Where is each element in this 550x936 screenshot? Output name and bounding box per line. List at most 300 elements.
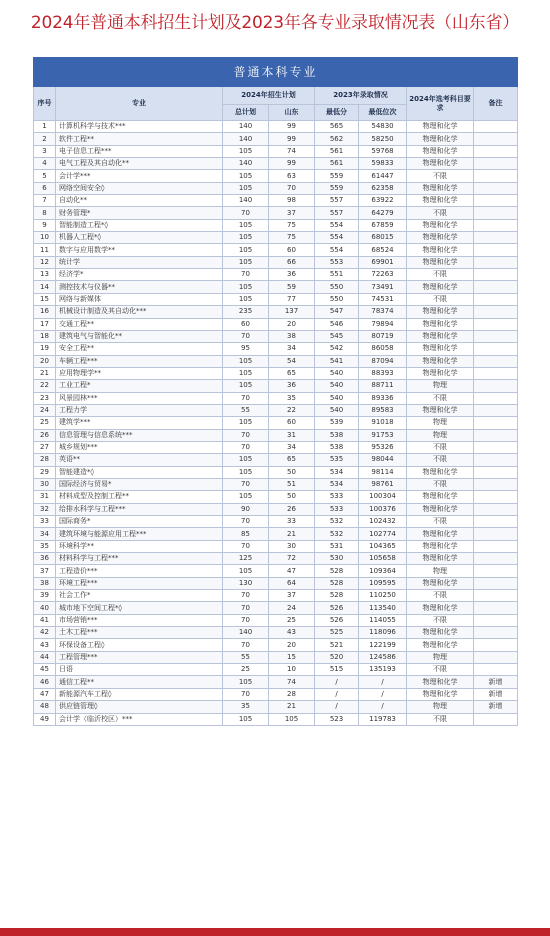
min-rank-cell: 105658 [359, 553, 407, 565]
table-row [34, 528, 518, 540]
total-plan-cell: 140 [223, 627, 269, 639]
seq-cell: 32 [34, 503, 56, 515]
total-plan-cell: 105 [223, 380, 269, 392]
note-cell [474, 330, 518, 342]
total-plan-cell: 105 [223, 182, 269, 194]
seq-cell: 44 [34, 651, 56, 663]
table-row [34, 478, 518, 490]
table-banner: 普通本科专业 [34, 58, 518, 87]
table-row [34, 158, 518, 170]
seq-cell: 3 [34, 145, 56, 157]
major-cell: 数字与应用数学** [56, 244, 223, 256]
note-cell [474, 478, 518, 490]
subject-cell: 物理和化学 [407, 577, 474, 589]
seq-cell: 10 [34, 232, 56, 244]
note-cell [474, 565, 518, 577]
table-row [34, 269, 518, 281]
shandong-plan-cell: 99 [269, 121, 315, 133]
subject-cell: 物理和化学 [407, 627, 474, 639]
shandong-plan-cell: 105 [269, 713, 315, 725]
min-rank-cell: 89583 [359, 404, 407, 416]
shandong-plan-cell: 60 [269, 244, 315, 256]
min-rank-cell: 98761 [359, 478, 407, 490]
major-cell: 工业工程* [56, 380, 223, 392]
major-cell: 机器人工程*◊ [56, 232, 223, 244]
min-score-cell: 540 [315, 380, 359, 392]
min-score-cell: 557 [315, 195, 359, 207]
note-cell [474, 614, 518, 626]
min-rank-cell: 88711 [359, 380, 407, 392]
note-cell [474, 281, 518, 293]
total-plan-cell: 70 [223, 207, 269, 219]
note-cell [474, 429, 518, 441]
table-row [34, 121, 518, 133]
total-plan-cell: 70 [223, 688, 269, 700]
seq-cell: 40 [34, 602, 56, 614]
major-cell: 风景园林*** [56, 392, 223, 404]
shandong-plan-cell: 74 [269, 145, 315, 157]
min-rank-cell: 113540 [359, 602, 407, 614]
subject-cell: 物理和化学 [407, 281, 474, 293]
total-plan-cell: 70 [223, 441, 269, 453]
shandong-plan-cell: 26 [269, 503, 315, 515]
seq-cell: 24 [34, 404, 56, 416]
subject-cell: 物理和化学 [407, 528, 474, 540]
page-title: 2024年普通本科招生计划及2023年各专业录取情况表（山东省） [30, 13, 520, 33]
major-cell: 计算机科学与技术*** [56, 121, 223, 133]
min-score-cell: 532 [315, 528, 359, 540]
seq-cell: 34 [34, 528, 56, 540]
major-cell: 软件工程** [56, 133, 223, 145]
min-score-cell: 554 [315, 232, 359, 244]
min-score-cell: 530 [315, 553, 359, 565]
total-plan-cell: 105 [223, 676, 269, 688]
seq-cell: 39 [34, 590, 56, 602]
shandong-plan-cell: 22 [269, 404, 315, 416]
table-row [34, 219, 518, 231]
seq-cell: 2 [34, 133, 56, 145]
min-rank-cell: / [359, 688, 407, 700]
major-cell: 智能建造*◊ [56, 466, 223, 478]
shandong-plan-cell: 20 [269, 639, 315, 651]
total-plan-cell: 105 [223, 293, 269, 305]
total-plan-cell: 70 [223, 516, 269, 528]
major-cell: 新能源汽车工程◊ [56, 688, 223, 700]
total-plan-cell: 140 [223, 121, 269, 133]
note-cell [474, 121, 518, 133]
seq-cell: 20 [34, 355, 56, 367]
table-row [34, 355, 518, 367]
min-rank-cell: 78374 [359, 306, 407, 318]
min-score-cell: 559 [315, 170, 359, 182]
total-plan-cell: 105 [223, 145, 269, 157]
table-row [34, 466, 518, 478]
min-rank-cell: 100304 [359, 491, 407, 503]
shandong-plan-cell: 66 [269, 256, 315, 268]
table-row [34, 232, 518, 244]
subject-cell: 物理和化学 [407, 355, 474, 367]
subject-cell: 物理 [407, 417, 474, 429]
shandong-plan-cell: 137 [269, 306, 315, 318]
total-plan-cell: 60 [223, 318, 269, 330]
table-row [34, 565, 518, 577]
table-row [34, 491, 518, 503]
subject-cell: 物理和化学 [407, 318, 474, 330]
seq-cell: 33 [34, 516, 56, 528]
note-cell [474, 306, 518, 318]
shandong-plan-cell: 28 [269, 688, 315, 700]
subject-cell: 不限 [407, 441, 474, 453]
subject-cell: 物理和化学 [407, 676, 474, 688]
major-cell: 统计学 [56, 256, 223, 268]
min-rank-cell: 61447 [359, 170, 407, 182]
shandong-plan-cell: 37 [269, 207, 315, 219]
major-cell: 会计学（临沂校区）*** [56, 713, 223, 725]
subject-cell: 物理和化学 [407, 306, 474, 318]
note-cell: 新增 [474, 688, 518, 700]
table-row [34, 503, 518, 515]
note-cell [474, 133, 518, 145]
major-cell: 工程造价*** [56, 565, 223, 577]
subject-cell: 物理 [407, 565, 474, 577]
total-plan-cell: 105 [223, 170, 269, 182]
table-row [34, 380, 518, 392]
min-rank-cell: / [359, 676, 407, 688]
note-cell [474, 404, 518, 416]
total-plan-cell: 130 [223, 577, 269, 589]
major-cell: 电子信息工程*** [56, 145, 223, 157]
major-cell: 安全工程** [56, 343, 223, 355]
subject-cell: 物理和化学 [407, 182, 474, 194]
min-rank-cell: 102774 [359, 528, 407, 540]
shandong-plan-cell: 65 [269, 454, 315, 466]
note-cell [474, 232, 518, 244]
min-rank-cell: 64279 [359, 207, 407, 219]
table-row [34, 614, 518, 626]
seq-cell: 23 [34, 392, 56, 404]
note-cell [474, 454, 518, 466]
table-row [34, 256, 518, 268]
shandong-plan-cell: 34 [269, 441, 315, 453]
total-plan-cell: 70 [223, 478, 269, 490]
min-rank-cell: 100376 [359, 503, 407, 515]
seq-cell: 28 [34, 454, 56, 466]
major-cell: 经济学* [56, 269, 223, 281]
table-row [34, 417, 518, 429]
seq-cell: 38 [34, 577, 56, 589]
note-cell [474, 244, 518, 256]
major-cell: 社会工作* [56, 590, 223, 602]
min-score-cell: 538 [315, 429, 359, 441]
total-plan-cell: 70 [223, 540, 269, 552]
total-plan-cell: 105 [223, 281, 269, 293]
min-score-cell: 520 [315, 651, 359, 663]
min-score-cell: 539 [315, 417, 359, 429]
shandong-plan-cell: 37 [269, 590, 315, 602]
table-row [34, 367, 518, 379]
note-cell [474, 195, 518, 207]
subject-cell: 物理和化学 [407, 330, 474, 342]
note-cell [474, 540, 518, 552]
min-score-cell: 515 [315, 664, 359, 676]
subject-cell: 物理和化学 [407, 232, 474, 244]
seq-cell: 1 [34, 121, 56, 133]
total-plan-cell: 105 [223, 232, 269, 244]
note-cell [474, 590, 518, 602]
total-plan-cell: 70 [223, 330, 269, 342]
seq-cell: 19 [34, 343, 56, 355]
total-plan-cell: 70 [223, 392, 269, 404]
shandong-plan-cell: 99 [269, 158, 315, 170]
note-cell [474, 491, 518, 503]
min-score-cell: 540 [315, 404, 359, 416]
shandong-plan-cell: 60 [269, 417, 315, 429]
table-row [34, 639, 518, 651]
min-rank-cell: 118096 [359, 627, 407, 639]
table-row [34, 133, 518, 145]
table-row [34, 330, 518, 342]
shandong-plan-cell: 50 [269, 466, 315, 478]
note-cell [474, 145, 518, 157]
shandong-plan-cell: 15 [269, 651, 315, 663]
shandong-plan-cell: 34 [269, 343, 315, 355]
major-cell: 工程管理*** [56, 651, 223, 663]
table-row [34, 540, 518, 552]
table-row [34, 590, 518, 602]
min-rank-cell: 68015 [359, 232, 407, 244]
note-cell [474, 577, 518, 589]
min-score-cell: 557 [315, 207, 359, 219]
major-cell: 电气工程及其自动化** [56, 158, 223, 170]
seq-cell: 36 [34, 553, 56, 565]
shandong-plan-cell: 64 [269, 577, 315, 589]
major-cell: 供应链管理◊ [56, 701, 223, 713]
major-cell: 国际经济与贸易* [56, 478, 223, 490]
table-row [34, 602, 518, 614]
min-rank-cell: 86058 [359, 343, 407, 355]
total-plan-cell: 55 [223, 404, 269, 416]
shandong-plan-cell: 59 [269, 281, 315, 293]
min-score-cell: 532 [315, 516, 359, 528]
major-cell: 工程力学 [56, 404, 223, 416]
min-rank-cell: 119783 [359, 713, 407, 725]
shandong-plan-cell: 33 [269, 516, 315, 528]
subject-cell: 不限 [407, 664, 474, 676]
seq-cell: 49 [34, 713, 56, 725]
seq-cell: 9 [34, 219, 56, 231]
min-rank-cell: 69901 [359, 256, 407, 268]
total-plan-cell: 105 [223, 454, 269, 466]
subject-cell: 不限 [407, 614, 474, 626]
major-cell: 材料科学与工程*** [56, 553, 223, 565]
subject-cell: 物理和化学 [407, 343, 474, 355]
seq-cell: 46 [34, 676, 56, 688]
min-rank-cell: 135193 [359, 664, 407, 676]
col-header-plan-group: 2024年招生计划 [223, 87, 315, 105]
note-cell [474, 367, 518, 379]
table-row [34, 182, 518, 194]
shandong-plan-cell: 63 [269, 170, 315, 182]
min-score-cell: 554 [315, 244, 359, 256]
min-score-cell: 521 [315, 639, 359, 651]
shandong-plan-cell: 20 [269, 318, 315, 330]
min-score-cell: 528 [315, 590, 359, 602]
min-score-cell: 534 [315, 466, 359, 478]
subject-cell: 物理 [407, 380, 474, 392]
seq-cell: 26 [34, 429, 56, 441]
min-score-cell: 553 [315, 256, 359, 268]
footer-bar [0, 928, 550, 936]
min-score-cell: 534 [315, 478, 359, 490]
subject-cell: 不限 [407, 207, 474, 219]
shandong-plan-cell: 36 [269, 380, 315, 392]
total-plan-cell: 35 [223, 701, 269, 713]
min-score-cell: 525 [315, 627, 359, 639]
note-cell [474, 293, 518, 305]
min-rank-cell: 74531 [359, 293, 407, 305]
subject-cell: 不限 [407, 713, 474, 725]
shandong-plan-cell: 25 [269, 614, 315, 626]
min-score-cell: 528 [315, 565, 359, 577]
min-rank-cell: 88393 [359, 367, 407, 379]
min-rank-cell: 58250 [359, 133, 407, 145]
major-cell: 会计学*** [56, 170, 223, 182]
min-rank-cell: 109595 [359, 577, 407, 589]
seq-cell: 21 [34, 367, 56, 379]
subject-cell: 物理和化学 [407, 195, 474, 207]
subject-cell: 物理和化学 [407, 404, 474, 416]
table-row [34, 553, 518, 565]
note-cell [474, 441, 518, 453]
total-plan-cell: 105 [223, 355, 269, 367]
table-row [34, 306, 518, 318]
major-cell: 智能制造工程*◊ [56, 219, 223, 231]
col-header-shandong: 山东 [269, 105, 315, 121]
subject-cell: 不限 [407, 516, 474, 528]
note-cell [474, 664, 518, 676]
shandong-plan-cell: 50 [269, 491, 315, 503]
note-cell [474, 466, 518, 478]
shandong-plan-cell: 30 [269, 540, 315, 552]
min-score-cell: 533 [315, 491, 359, 503]
note-cell [474, 627, 518, 639]
table-row [34, 713, 518, 725]
major-cell: 国际商务* [56, 516, 223, 528]
seq-cell: 45 [34, 664, 56, 676]
seq-cell: 35 [34, 540, 56, 552]
min-score-cell: 542 [315, 343, 359, 355]
min-score-cell: / [315, 676, 359, 688]
subject-cell: 物理和化学 [407, 540, 474, 552]
subject-cell: 物理和化学 [407, 158, 474, 170]
major-cell: 车辆工程*** [56, 355, 223, 367]
total-plan-cell: 140 [223, 195, 269, 207]
subject-cell: 物理和化学 [407, 244, 474, 256]
total-plan-cell: 90 [223, 503, 269, 515]
subject-cell: 物理和化学 [407, 367, 474, 379]
min-score-cell: / [315, 688, 359, 700]
subject-cell: 物理 [407, 701, 474, 713]
total-plan-cell: 105 [223, 713, 269, 725]
major-cell: 给排水科学与工程*** [56, 503, 223, 515]
table-row [34, 627, 518, 639]
min-score-cell: / [315, 701, 359, 713]
shandong-plan-cell: 75 [269, 219, 315, 231]
note-cell [474, 392, 518, 404]
min-rank-cell: 68524 [359, 244, 407, 256]
col-header-min-rank: 最低位次 [359, 105, 407, 121]
note-cell [474, 219, 518, 231]
min-rank-cell: 102432 [359, 516, 407, 528]
seq-cell: 22 [34, 380, 56, 392]
seq-cell: 31 [34, 491, 56, 503]
min-rank-cell: 122199 [359, 639, 407, 651]
note-cell [474, 651, 518, 663]
seq-cell: 37 [34, 565, 56, 577]
total-plan-cell: 70 [223, 429, 269, 441]
total-plan-cell: 25 [223, 664, 269, 676]
min-score-cell: 523 [315, 713, 359, 725]
total-plan-cell: 105 [223, 256, 269, 268]
min-rank-cell: 98114 [359, 466, 407, 478]
subject-cell: 物理和化学 [407, 602, 474, 614]
min-score-cell: 562 [315, 133, 359, 145]
note-cell: 新增 [474, 701, 518, 713]
major-cell: 网络与新媒体 [56, 293, 223, 305]
note-cell [474, 355, 518, 367]
major-cell: 信息管理与信息系统*** [56, 429, 223, 441]
seq-cell: 6 [34, 182, 56, 194]
col-header-admit-group: 2023年录取情况 [315, 87, 407, 105]
min-rank-cell: 91018 [359, 417, 407, 429]
subject-cell: 不限 [407, 454, 474, 466]
shandong-plan-cell: 99 [269, 133, 315, 145]
min-rank-cell: 59768 [359, 145, 407, 157]
seq-cell: 14 [34, 281, 56, 293]
min-score-cell: 528 [315, 577, 359, 589]
seq-cell: 16 [34, 306, 56, 318]
shandong-plan-cell: 98 [269, 195, 315, 207]
major-cell: 市场营销*** [56, 614, 223, 626]
min-rank-cell: 114055 [359, 614, 407, 626]
total-plan-cell: 70 [223, 639, 269, 651]
min-rank-cell: 104365 [359, 540, 407, 552]
min-score-cell: 547 [315, 306, 359, 318]
col-header-total-plan: 总计划 [223, 105, 269, 121]
note-cell [474, 602, 518, 614]
shandong-plan-cell: 36 [269, 269, 315, 281]
subject-cell: 物理和化学 [407, 491, 474, 503]
min-score-cell: 561 [315, 158, 359, 170]
table-row [34, 281, 518, 293]
table-row [34, 429, 518, 441]
table-row [34, 145, 518, 157]
min-rank-cell: 59833 [359, 158, 407, 170]
min-rank-cell: 109364 [359, 565, 407, 577]
table-row [34, 441, 518, 453]
seq-cell: 15 [34, 293, 56, 305]
table-row [34, 454, 518, 466]
col-header-seq: 序号 [34, 87, 56, 121]
shandong-plan-cell: 65 [269, 367, 315, 379]
min-rank-cell: 89336 [359, 392, 407, 404]
subject-cell: 物理和化学 [407, 145, 474, 157]
min-score-cell: 551 [315, 269, 359, 281]
total-plan-cell: 95 [223, 343, 269, 355]
subject-cell: 不限 [407, 392, 474, 404]
seq-cell: 11 [34, 244, 56, 256]
seq-cell: 7 [34, 195, 56, 207]
